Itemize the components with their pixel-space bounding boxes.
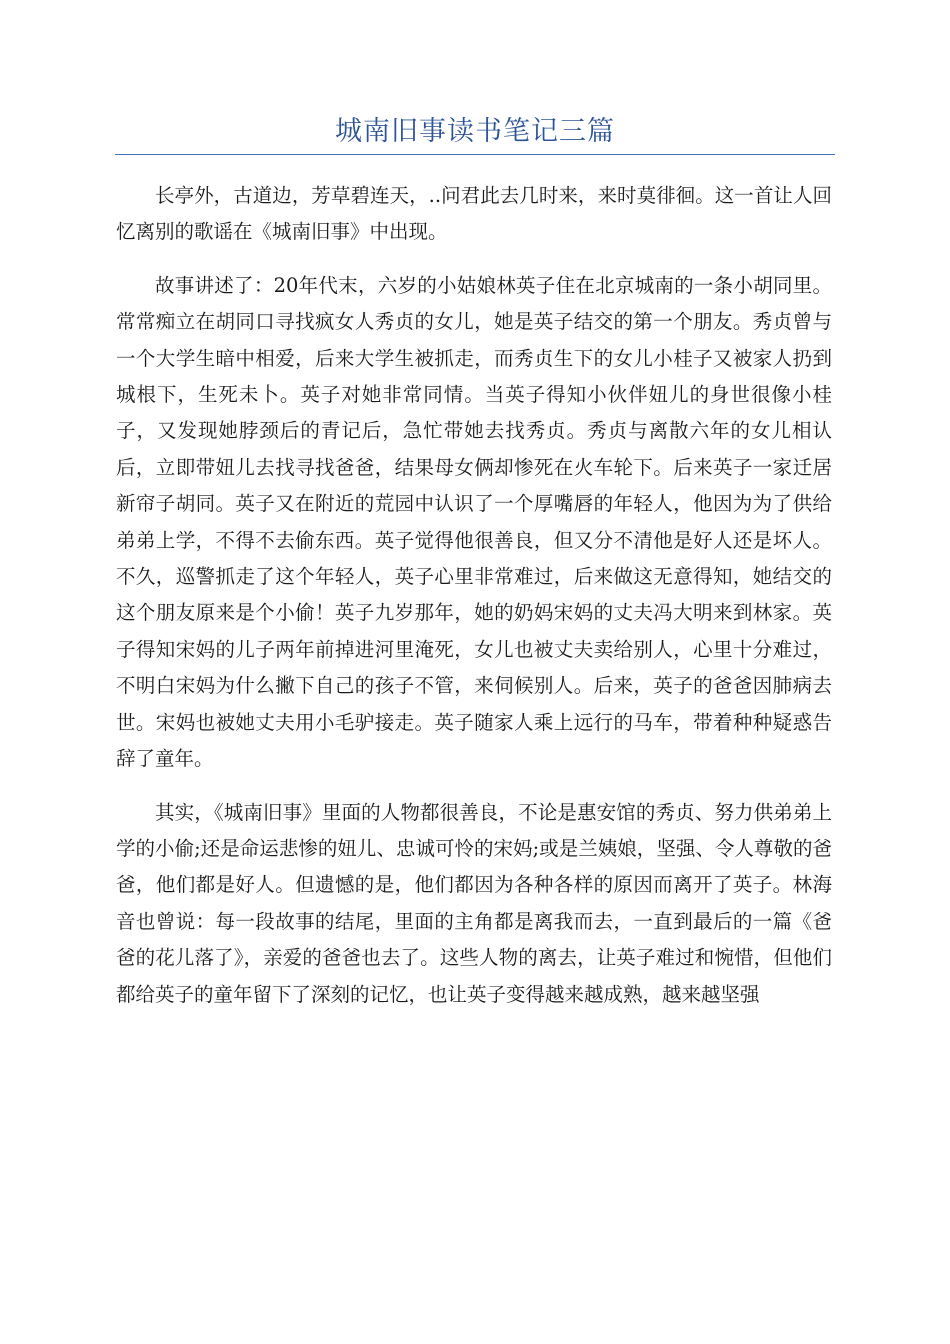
- page-title: 城南旧事读书笔记三篇: [335, 116, 615, 147]
- paragraph-story: 故事讲述了：20年代末，六岁的小姑娘林英子住在北京城南的一条小胡同里。常常痴立在胡同口寻找疯女人秀贞的女儿，她是英子结交的第一个朋友。秀贞曾与一个大学生暗中相爱，后来大学生被抓走，而秀贞生下的女儿小桂子又被家人扔到城根下，生死未卜。英子对她非常同情。当英子得知小伙伴妞儿的身世很像小桂子，又发现她脖颈后的青记后，急忙带她去找秀贞。秀贞与离散六年的女儿相认后，立即带妞儿去找寻找爸爸，结果母女俩却惨死在火车轮下。后来英子一家迁居新帘子胡同。英子又在附近的荒园中认识了一个厚嘴唇的年轻人，他因为为了供给弟弟上学，不得不去偷东西。英子觉得他很善良，但又分不清他是好人还是坏人。不久，巡警抓走了这个年轻人，英子心里非常难过，后来做这无意得知，她结交的这个朋友原来是个小偷！英子九岁那年，她的奶妈宋妈的丈夫冯大明来到林家。英子得知宋妈的儿子两年前掉进河里淹死，女儿也被丈夫卖给别人，心里十分难过，不明白宋妈为什么撇下自己的孩子不管，来伺候别人。后来，英子的爸爸因肺病去世。宋妈也被她丈夫用小毛驴接走。英子随家人乘上远行的马车，带着种种疑惑告辞了童年。: [116, 273, 832, 771]
- title-underline: [115, 154, 835, 155]
- paragraph-intro: 长亭外，古道边，芳草碧连天，..问君此去几时来，来时莫徘徊。这一首让人回忆离别的歌谣在《城南旧事》中出现。: [116, 184, 832, 244]
- paragraph-reflection: 其实，《城南旧事》里面的人物都很善良，不论是惠安馆的秀贞、努力供弟弟上学的小偷;还是命运悲惨的妞儿、忠诚可怜的宋妈;或是兰姨娘，坚强、令人尊敬的爸爸，他们都是好人。但遗憾的是，他们都因为各种各样的原因而离开了英子。林海音也曾说：每一段故事的结尾，里面的主角都是离我而去，一直到最后的一篇《爸爸的花儿落了》，亲爱的爸爸也去了。这些人物的离去，让英子难过和惋惜，但他们都给英子的童年留下了深刻的记忆，也让英子变得越来越成熟，越来越坚强: [116, 800, 832, 1006]
- document-body: [116, 178, 832, 1030]
